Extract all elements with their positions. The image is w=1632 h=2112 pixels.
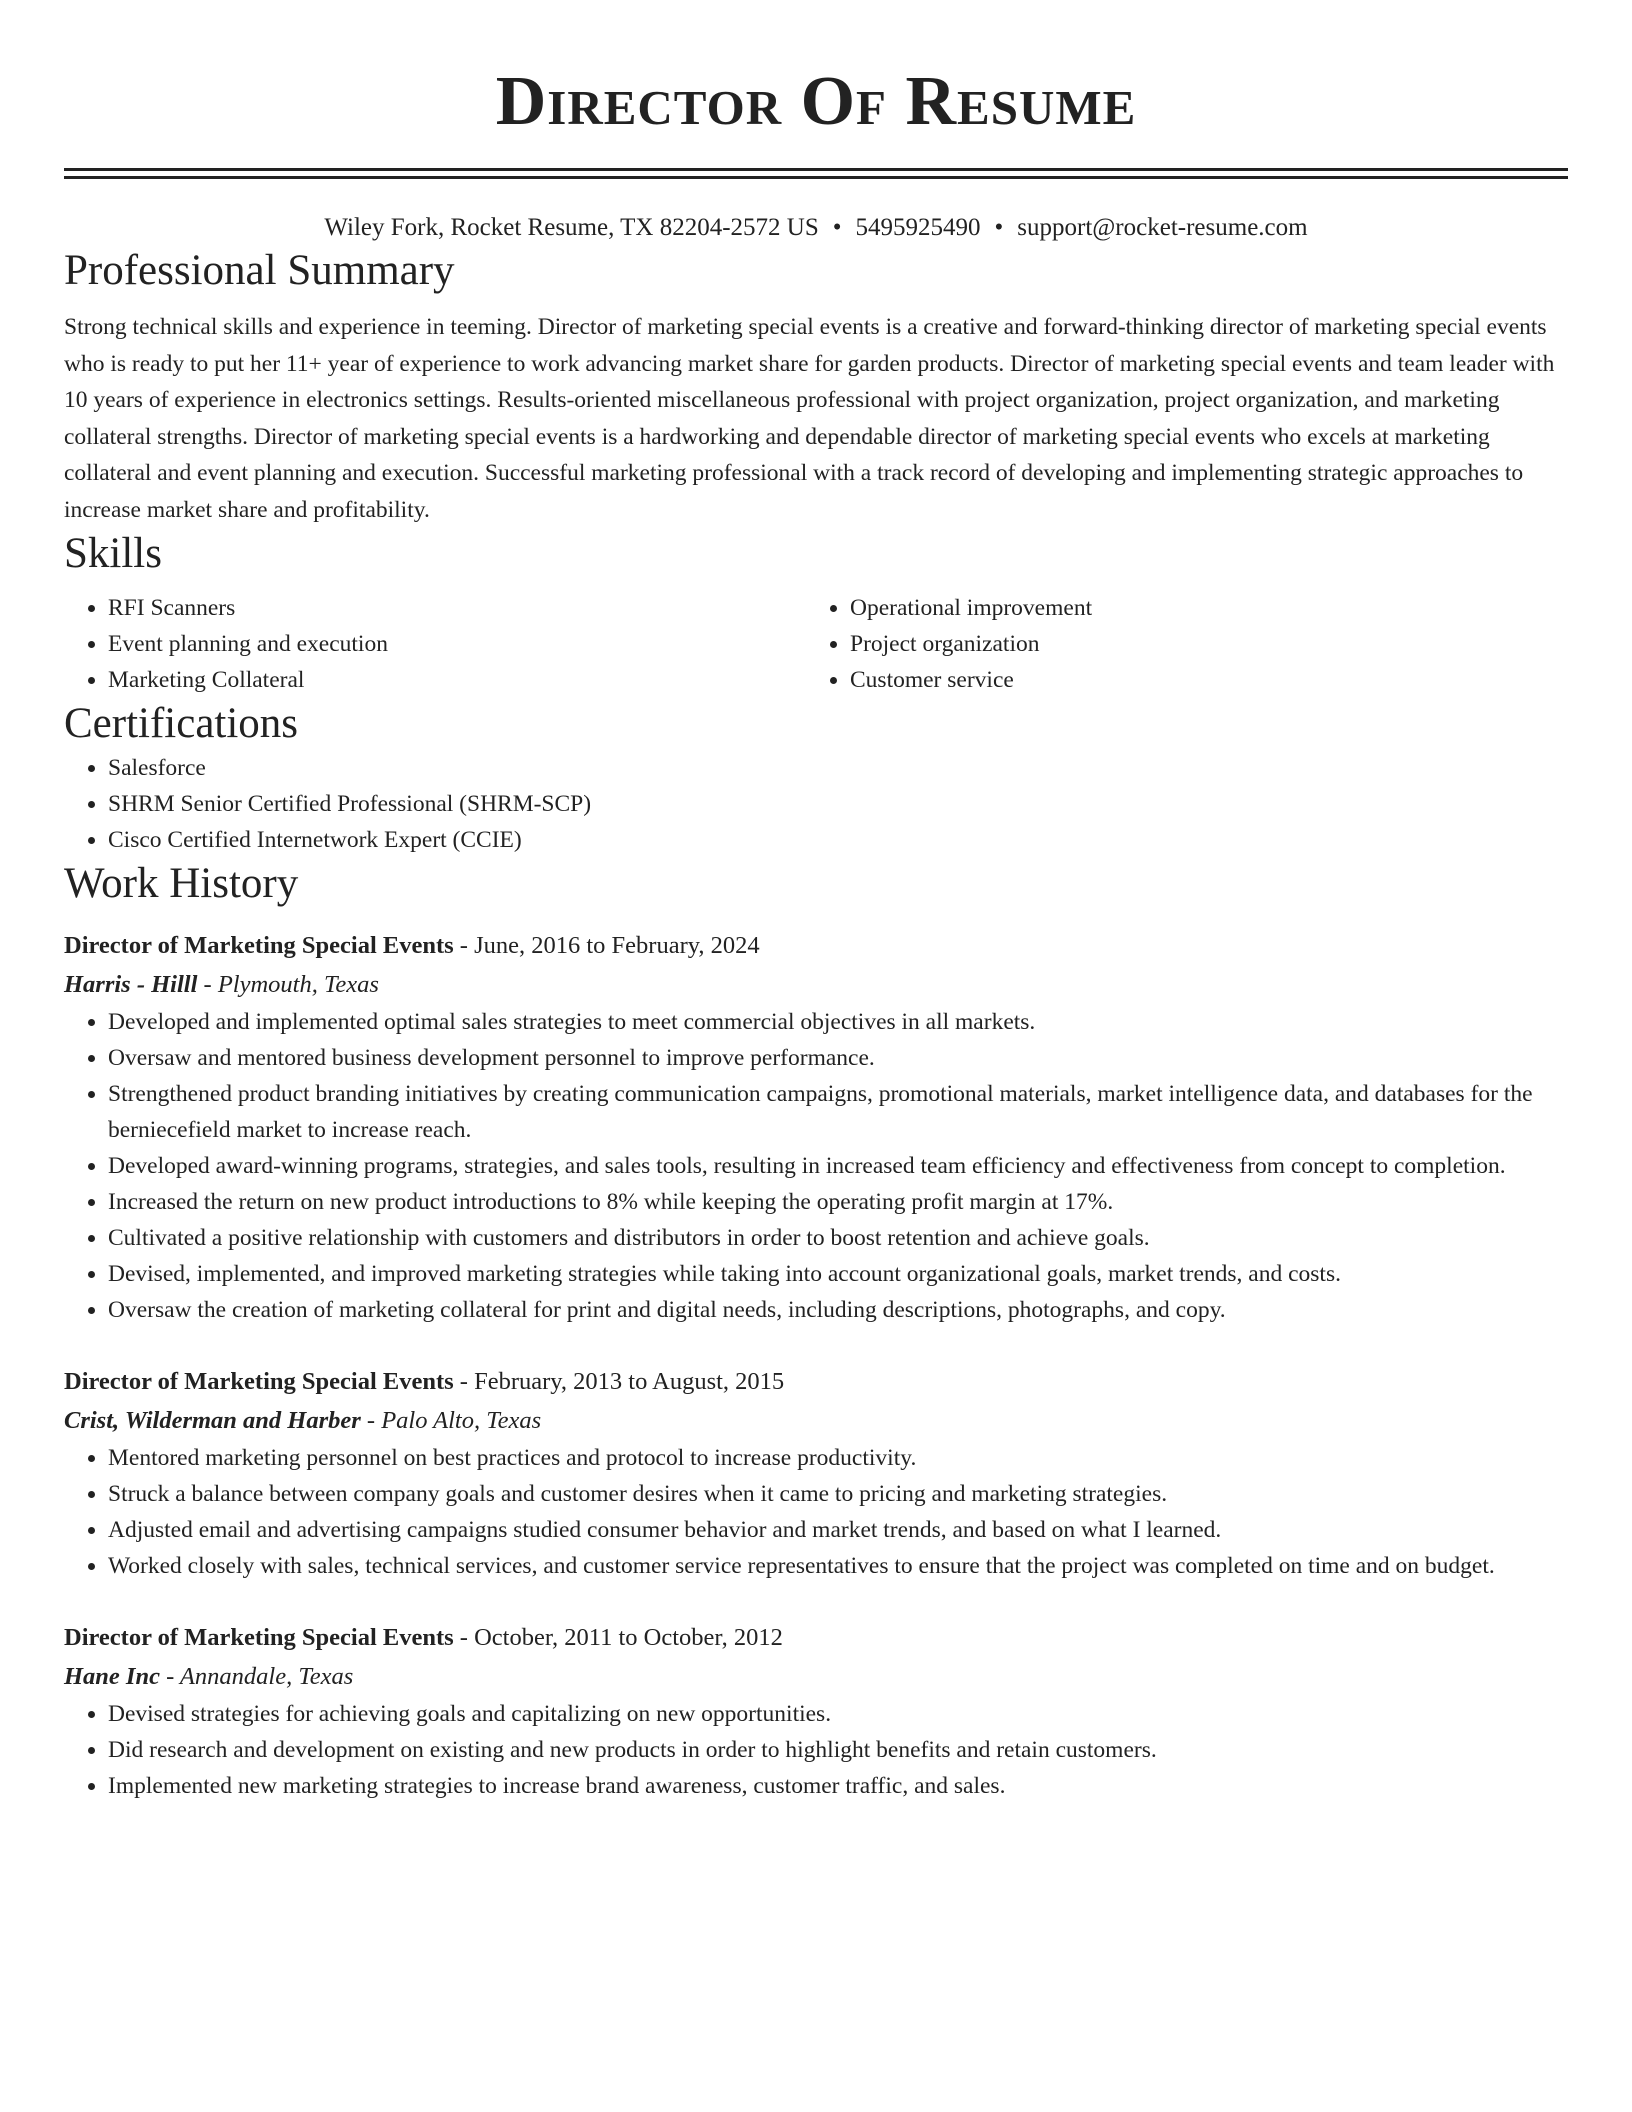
resume-page bbox=[64, 0, 1568, 1804]
job-duty: • Mentored marketing personnel on best practices and protocol to increase productivity. bbox=[108, 1440, 1568, 1476]
job-company: Harris - Hilll bbox=[64, 971, 198, 998]
job-duty: • Developed and implemented optimal sales strategies to meet commercial objectives in all markets. bbox=[108, 1004, 1568, 1040]
job-title: Director of Marketing Special Events bbox=[64, 932, 454, 959]
job-duties-list bbox=[64, 1004, 1568, 1328]
job-header bbox=[64, 1362, 1568, 1402]
header-double-rule bbox=[64, 168, 1568, 179]
certifications-list bbox=[64, 750, 1568, 858]
job-duty: • Struck a balance between company goals and customer desires when it came to pricing and marketing strategies. bbox=[108, 1476, 1568, 1512]
job-duties-list bbox=[64, 1696, 1568, 1804]
job-entry bbox=[64, 1618, 1568, 1804]
contact-address: Wiley Fork, Rocket Resume, TX 82204-2572 US bbox=[324, 214, 819, 241]
contact-line bbox=[64, 211, 1568, 245]
job-duty: • Oversaw and mentored business development personnel to improve performance. bbox=[108, 1040, 1568, 1076]
job-duty: • Implemented new marketing strategies to increase brand awareness, customer traffic, and sales. bbox=[108, 1768, 1568, 1804]
certification-item: • Salesforce bbox=[108, 750, 1568, 786]
job-title: Director of Marketing Special Events bbox=[64, 1368, 454, 1395]
job-duty: • Developed award-winning programs, strategies, and sales tools, resulting in increased team efficiency and effectiveness from concept to completion. bbox=[108, 1148, 1568, 1184]
skills-grid bbox=[64, 590, 1568, 698]
job-company-line bbox=[64, 1402, 1568, 1440]
job-duty: • Did research and development on existing and new products in order to highlight benefits and retain customers. bbox=[108, 1732, 1568, 1768]
skills-column-right bbox=[806, 590, 1548, 698]
job-header bbox=[64, 926, 1568, 966]
job-title: Director of Marketing Special Events bbox=[64, 1624, 454, 1651]
certification-item: • SHRM Senior Certified Professional (SHRM-SCP) bbox=[108, 786, 1568, 822]
job-duty: • Increased the return on new product introductions to 8% while keeping the operating profit margin at 17%. bbox=[108, 1184, 1568, 1220]
job-duty: • Worked closely with sales, technical services, and customer service representatives to ensure that the project was completed on time and on budget. bbox=[108, 1548, 1568, 1584]
job-location: - Plymouth, Texas bbox=[203, 971, 379, 998]
job-duty: • Oversaw the creation of marketing collateral for print and digital needs, including descriptions, photographs, and copy. bbox=[108, 1292, 1568, 1328]
summary-heading: Professional Summary bbox=[64, 247, 455, 294]
skills-list-right bbox=[806, 590, 1548, 698]
skill-item: • Customer service bbox=[850, 662, 1548, 698]
certifications-heading: Certifications bbox=[64, 700, 299, 747]
work-history-heading: Work History bbox=[64, 860, 299, 907]
job-location: - Annandale, Texas bbox=[166, 1663, 354, 1690]
skills-list-left bbox=[64, 590, 806, 698]
skills-heading: Skills bbox=[64, 530, 162, 577]
job-duties-list bbox=[64, 1440, 1568, 1584]
certification-item: • Cisco Certified Internetwork Expert (CCIE) bbox=[108, 822, 1568, 858]
job-company: Hane Inc bbox=[64, 1663, 160, 1690]
job-location: - Palo Alto, Texas bbox=[366, 1407, 542, 1434]
skills-column-left bbox=[64, 590, 806, 698]
job-entry bbox=[64, 926, 1568, 1328]
skill-item: • RFI Scanners bbox=[108, 590, 806, 626]
job-company-line bbox=[64, 966, 1568, 1004]
summary-text: Strong technical skills and experience in teeming. Director of marketing special events is a creative and forward-thinking director of marketing special events who is ready to put her 11+ year of experience to work advancing market share for garden products. Director of marketing special events and team leader with 10 years of experience in electronics settings. Results-oriented miscellaneous professional with project organization, project organization, and marketing collateral strengths. Director of marketing special events is a hardworking and dependable director of marketing special events who excels at marketing collateral and event planning and execution. Successful marketing professional with a track record of developing and implementing strategic approaches to increase market share and profitability. bbox=[64, 314, 1555, 523]
job-duty: • Devised, implemented, and improved marketing strategies while taking into account organizational goals, market trends, and costs. bbox=[108, 1256, 1568, 1292]
skill-item: • Operational improvement bbox=[850, 590, 1548, 626]
job-header bbox=[64, 1618, 1568, 1658]
contact-separator: • bbox=[994, 214, 1004, 241]
job-entry bbox=[64, 1362, 1568, 1584]
skill-item: • Marketing Collateral bbox=[108, 662, 806, 698]
skill-item: • Project organization bbox=[850, 626, 1548, 662]
contact-email: support@rocket-resume.com bbox=[1017, 214, 1308, 241]
skill-item: • Event planning and execution bbox=[108, 626, 806, 662]
job-company: Crist, Wilderman and Harber bbox=[64, 1407, 361, 1434]
job-duty: • Strengthened product branding initiatives by creating communication campaigns, promotional materials, market intelligence data, and databases for the berniecefield market to increase reach. bbox=[108, 1076, 1568, 1148]
contact-separator: • bbox=[832, 214, 842, 241]
job-duty: • Devised strategies for achieving goals and capitalizing on new opportunities. bbox=[108, 1696, 1568, 1732]
job-duty: • Cultivated a positive relationship with customers and distributors in order to boost retention and achieve goals. bbox=[108, 1220, 1568, 1256]
contact-phone: 5495925490 bbox=[855, 214, 981, 241]
job-dates: - February, 2013 to August, 2015 bbox=[459, 1368, 785, 1395]
job-company-line bbox=[64, 1658, 1568, 1696]
job-dates: - June, 2016 to February, 2024 bbox=[459, 932, 760, 959]
job-dates: - October, 2011 to October, 2012 bbox=[459, 1624, 783, 1651]
resume-name: Director Of Resume bbox=[495, 63, 1137, 140]
job-duty: • Adjusted email and advertising campaigns studied consumer behavior and market trends, and based on what I learned. bbox=[108, 1512, 1568, 1548]
